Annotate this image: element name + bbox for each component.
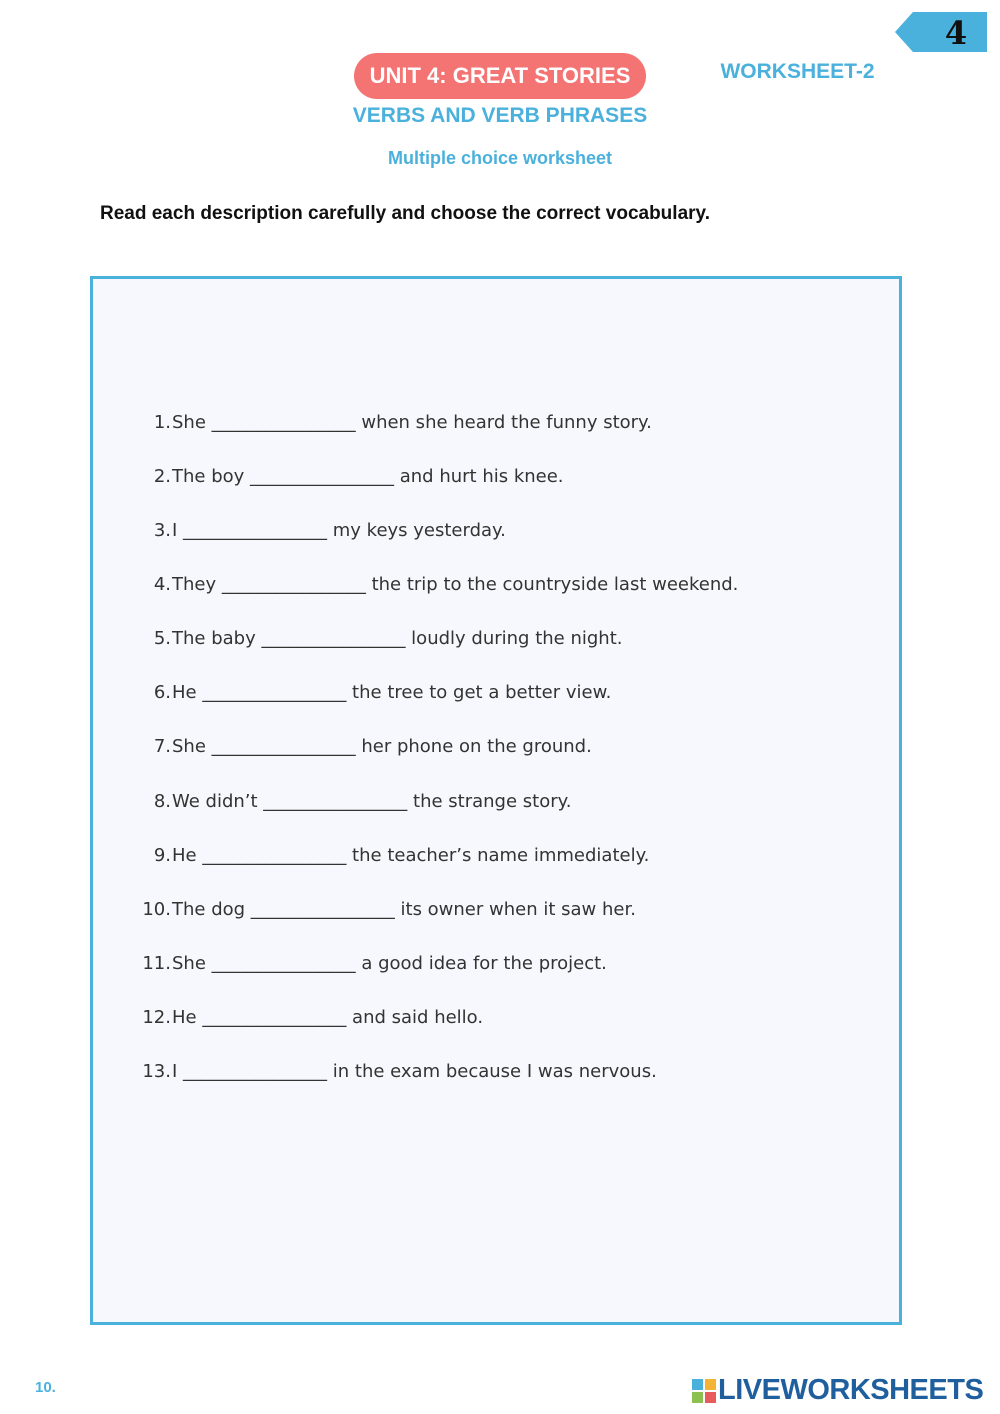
grade-number: 4 [944, 14, 968, 52]
question-number: 13. [142, 1061, 171, 1082]
question-number: 12. [142, 1007, 171, 1028]
question-number: 10. [142, 899, 171, 920]
question-number: 7. [153, 736, 171, 757]
unit-title: UNIT 4: GREAT STORIES [354, 53, 646, 99]
question-text: I ________________ in the exam because I was nervous. [172, 1061, 657, 1082]
questions-panel [90, 276, 902, 1325]
question-number: 6. [153, 682, 171, 703]
question-text: They ________________ the trip to the countryside last weekend. [172, 574, 739, 595]
page-subtitle: VERBS AND VERB PHRASES [352, 104, 648, 127]
liveworksheets-grid-icon [692, 1379, 716, 1403]
question-text: The dog ________________ its owner when it saw her. [172, 899, 636, 920]
question-number: 2. [153, 466, 171, 487]
question-text: She ________________ a good idea for the project. [172, 953, 607, 974]
question-text: I ________________ my keys yesterday. [172, 520, 506, 541]
worksheet-type: Multiple choice worksheet [387, 148, 613, 168]
question-text: The boy ________________ and hurt his knee. [172, 466, 564, 487]
page-number: 10. [35, 1379, 56, 1396]
question-number: 1. [153, 412, 171, 433]
question-text: The baby ________________ loudly during the night. [172, 628, 623, 649]
question-number: 4. [153, 574, 171, 595]
question-text: She ________________ when she heard the funny story. [172, 412, 652, 433]
question-text: He ________________ the tree to get a better view. [172, 682, 612, 703]
brand-name: LIVEWORKSHEETS [718, 1374, 984, 1406]
grade-badge [895, 12, 987, 52]
question-number: 8. [153, 791, 171, 812]
question-text: We didn’t ________________ the strange story. [172, 791, 572, 812]
question-text: She ________________ her phone on the ground. [172, 736, 592, 757]
question-text: He ________________ the teacher’s name immediately. [172, 845, 650, 866]
question-number: 9. [153, 845, 171, 866]
worksheet-label: WORKSHEET-2 [720, 60, 875, 83]
question-number: 5. [153, 628, 171, 649]
instruction-text: Read each description carefully and choose the correct vocabulary. [100, 203, 710, 224]
question-text: He ________________ and said hello. [172, 1007, 484, 1028]
question-number: 11. [142, 953, 171, 974]
question-number: 3. [153, 520, 171, 541]
